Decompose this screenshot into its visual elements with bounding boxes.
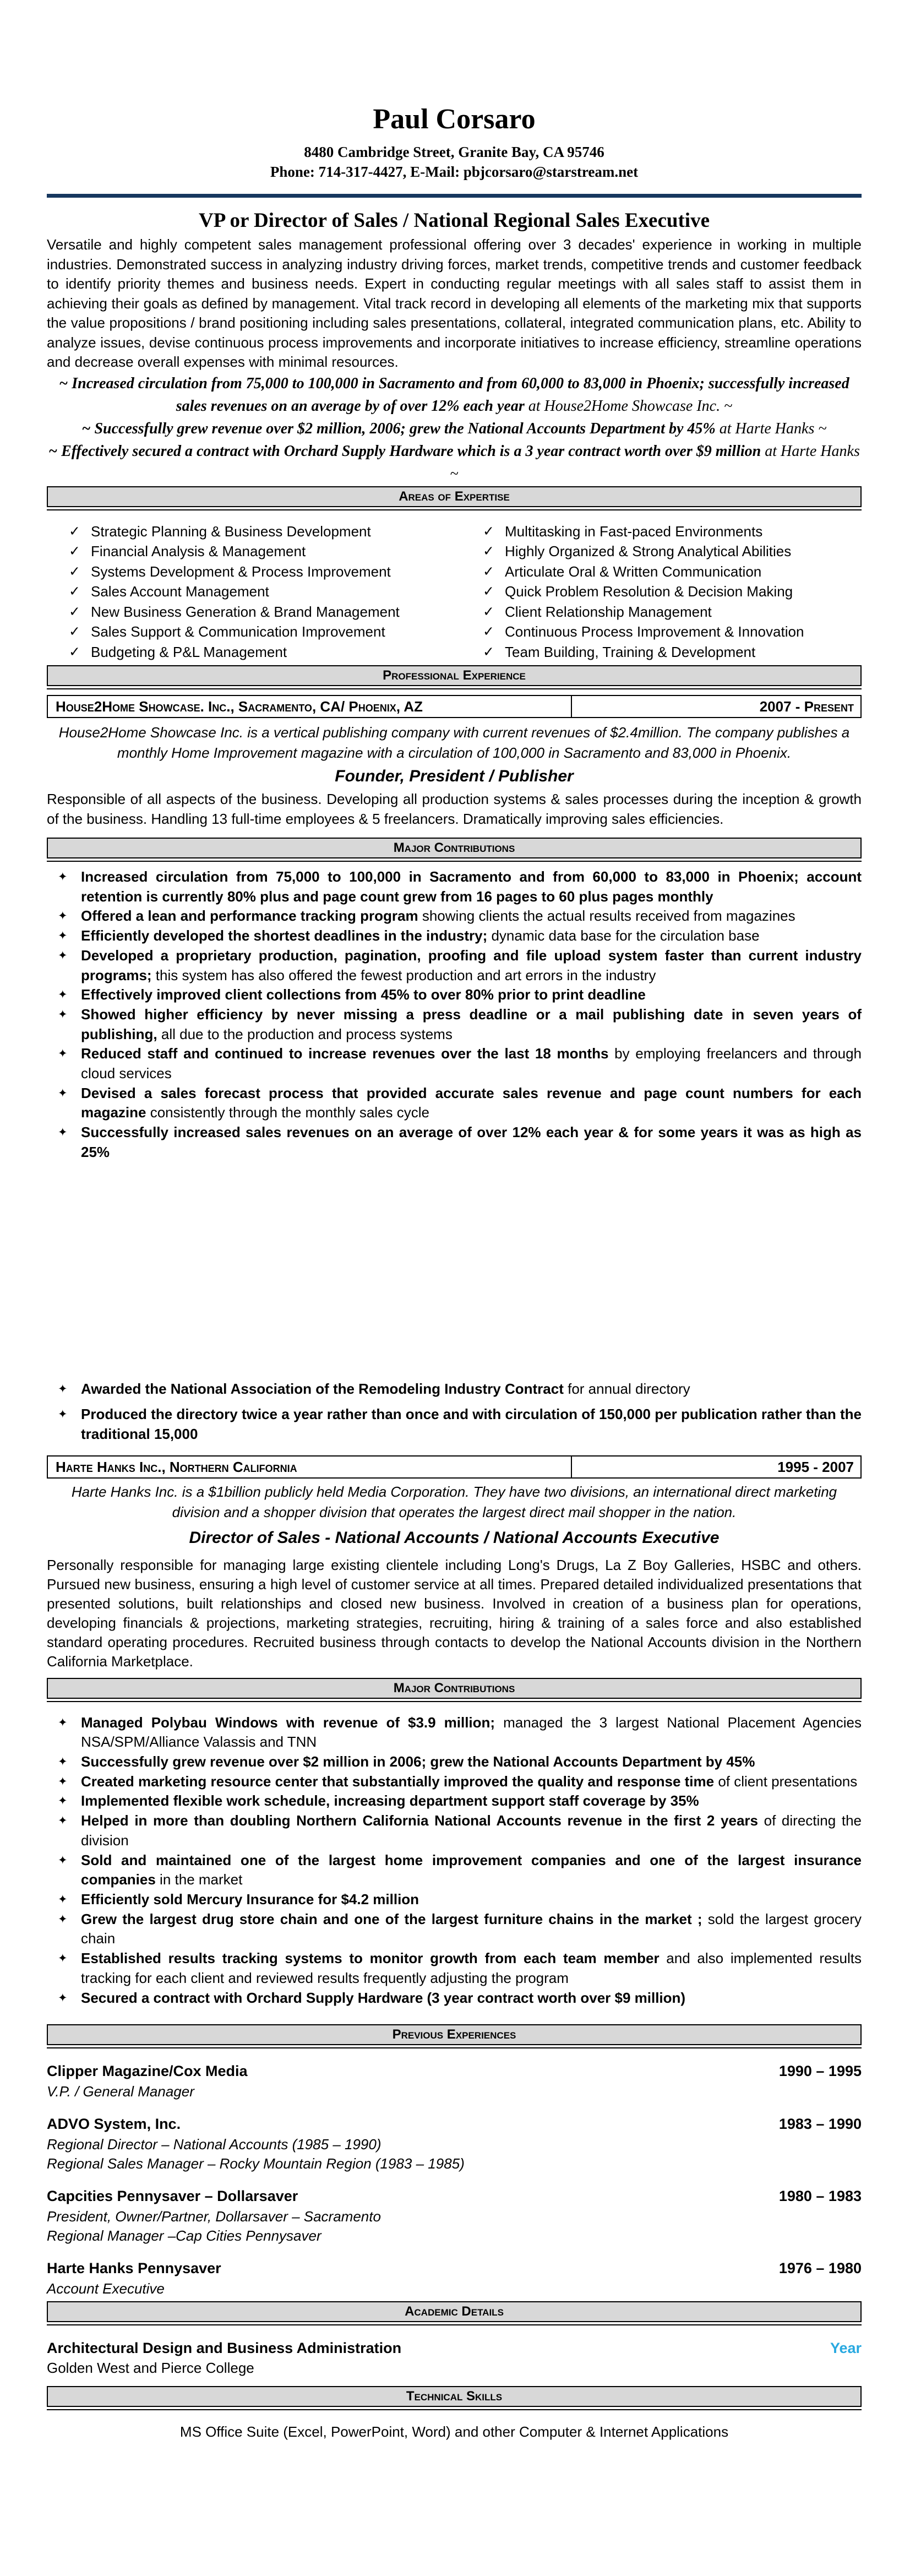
- bullet-text: [81, 946, 862, 985]
- bullet-bold-text: Reduced staff and continued to increase revenues over the last 18 months: [81, 1045, 609, 1062]
- highlight-bold-text: ~ Effectively secured a contract with Orchard Supply Hardware which is a 3 year contract worth over $9 million: [48, 442, 765, 460]
- section-bar-underline: [47, 1701, 862, 1702]
- star-bullet-icon: ✦: [58, 988, 68, 1002]
- previous-job-dates: 1980 – 1983: [778, 2188, 862, 2205]
- bullet-regular-text: of directing the division: [81, 1812, 862, 1849]
- expertise-item: [69, 642, 454, 662]
- bullet-text: [81, 1851, 862, 1890]
- section-professional-experience: [47, 665, 862, 689]
- star-bullet-icon: ✦: [58, 1086, 68, 1100]
- section-bar: Previous Experiences: [47, 2024, 862, 2045]
- check-icon: ✓: [69, 523, 80, 539]
- expertise-item-label: Systems Development & Process Improvement: [91, 563, 391, 580]
- bullet-regular-text: and also implemented results tracking for each client and reviewed results frequently adjusting the program: [81, 1950, 862, 1986]
- section-bar: Areas of Expertise: [47, 486, 862, 507]
- previous-job-dates: 1976 – 1980: [778, 2260, 862, 2277]
- check-icon: ✓: [483, 544, 494, 559]
- bullet-bold-text: Devised a sales forecast process that provided accurate sales revenue and page count numbers for each magazine: [81, 1084, 862, 1121]
- bullet-text: [81, 1084, 862, 1123]
- bullet-text: [81, 1988, 862, 2008]
- bullet-item: [47, 985, 862, 1005]
- bullet-text: [81, 1752, 862, 1772]
- bullet-bold-text: Developed a proprietary production, pagination, proofing and file upload system faster than current industry programs;: [81, 947, 862, 983]
- bullet-text: [81, 867, 862, 906]
- bullet-bold-text: Grew the largest drug store chain and one of the largest furniture chains in the market ;: [81, 1910, 702, 1927]
- star-bullet-icon: ✦: [58, 1408, 68, 1421]
- bullet-text: [81, 1910, 862, 1949]
- bullet-text: [81, 1405, 862, 1444]
- star-bullet-icon: ✦: [58, 1952, 68, 1965]
- bullet-text: [81, 926, 862, 946]
- expertise-item: [69, 602, 454, 622]
- previous-jobs: [47, 2062, 862, 2298]
- star-bullet-icon: ✦: [58, 930, 68, 943]
- summary-paragraph: Versatile and highly competent sales management professional offering over 3 decades' experience in working in multiple industries. Demonstrated success in analyzing industry driving forces, market trends, competitive trends and customer feedback to identify priority themes and business needs. Expert in conducting regular meetings with all sales staff to assist them in achieving their goals as defined by management. Vital track record in developing all elements of the marketing mix that supports the value propositions / brand positioning including sales presentations, collateral, integrated communication plans, etc. Ability to analyze issues, devise continuous process improvements and incorporate initiatives to increase efficiency, streamline operations and decrease overall expenses with minimal resources.: [47, 236, 862, 370]
- expertise-columns: [47, 521, 862, 662]
- bullet-text: [81, 985, 862, 1005]
- section-previous-experiences: [47, 2024, 862, 2048]
- bullet-bold-text: Showed higher efficiency by never missing a press deadline or a mail publishing date in seven years of publishing,: [81, 1006, 862, 1042]
- previous-role: Regional Director – National Accounts (1985 – 1990): [47, 2136, 382, 2153]
- expertise-item-label: Budgeting & P&L Management: [91, 643, 287, 660]
- bullet-item: [47, 867, 862, 906]
- bullet-bold-text: Awarded the National Association of the Remodeling Industry Contract: [81, 1380, 564, 1397]
- bullet-text: [81, 1123, 862, 1162]
- bullet-item: [47, 1379, 862, 1399]
- page-break-gap: [47, 1162, 862, 1374]
- bullet-item: [47, 1772, 862, 1792]
- bullet-item: [47, 1405, 862, 1444]
- check-icon: ✓: [483, 644, 494, 660]
- previous-job-header: [47, 2187, 862, 2205]
- expertise-item: [69, 562, 454, 582]
- bullet-bold-text: Established results tracking systems to monitor growth from each team member: [81, 1950, 660, 1967]
- check-icon: ✓: [69, 563, 80, 579]
- expertise-item: [69, 521, 454, 542]
- expertise-item-label: Sales Support & Communication Improvement: [91, 623, 385, 640]
- company-dates: 1995 - 2007: [777, 1458, 854, 1475]
- expertise-item-label: Highly Organized & Strong Analytical Abilities: [505, 543, 792, 559]
- section-bar: Professional Experience: [47, 665, 862, 686]
- star-bullet-icon: ✦: [58, 1126, 68, 1139]
- bullet-item: [47, 1851, 862, 1890]
- highlight-achievements: [47, 372, 862, 485]
- star-bullet-icon: ✦: [58, 1775, 68, 1788]
- previous-company-name: Harte Hanks Pennysaver: [47, 2260, 221, 2277]
- bullet-text: [81, 1044, 862, 1083]
- bullet-bold-text: Helped in more than doubling Northern California National Accounts revenue in the first 2 years: [81, 1812, 758, 1829]
- expertise-item: [483, 562, 862, 582]
- bullet-text: [81, 1005, 862, 1044]
- section-bar: Technical Skills: [47, 2386, 862, 2407]
- section-bar-underline: [47, 2324, 862, 2325]
- bullet-item: [47, 1890, 862, 1910]
- previous-job-dates: 1983 – 1990: [778, 2116, 862, 2133]
- bullet-item: [47, 1005, 862, 1044]
- company-description: Harte Hanks Inc. is a $1billion publicly held Media Corporation. They have two divisions, an international direct marketing division and a shopper division that operates the largest direct mail shopper in the nation.: [71, 1483, 837, 1520]
- previous-job-roles: [47, 2279, 862, 2298]
- previous-role: Regional Sales Manager – Rocky Mountain Region (1983 – 1985): [47, 2155, 465, 2172]
- section-areas-of-expertise: [47, 486, 862, 510]
- bullet-bold-text: Implemented flexible work schedule, increasing department support staff coverage by 35%: [81, 1792, 699, 1809]
- bullet-bold-text: Increased circulation from 75,000 to 100,000 in Sacramento and from 60,000 to 83,000 in Phoenix; account retention is currently 80% plus and page count grew from 16 pages to 60 plus pages monthly: [81, 868, 862, 905]
- bullet-bold-text: Effectively improved client collections from 45% to over 80% prior to print deadline: [81, 986, 646, 1003]
- section-bar-underline: [47, 2047, 862, 2048]
- bullet-item: [47, 1713, 862, 1752]
- previous-company-name: Capcities Pennysaver – Dollarsaver: [47, 2188, 298, 2205]
- bullet-bold-text: Offered a lean and performance tracking program: [81, 907, 418, 925]
- check-icon: ✓: [483, 604, 494, 619]
- star-bullet-icon: ✦: [58, 1756, 68, 1769]
- bullet-text: [81, 1791, 862, 1811]
- highlight-bold-text: ~ Increased circulation from 75,000 to 100,000 in Sacramento and from 60,000 to 83,000 in Phoenix; successfully increased sales revenues on an average by of over 12% each year: [59, 374, 849, 415]
- highlight-line: [47, 372, 862, 417]
- star-bullet-icon: ✦: [58, 1008, 68, 1021]
- previous-company-name: ADVO System, Inc.: [47, 2116, 181, 2133]
- bullet-item: [47, 946, 862, 985]
- bullet-text: [81, 1949, 862, 1988]
- star-bullet-icon: ✦: [58, 1047, 68, 1061]
- technical-skills-line: MS Office Suite (Excel, PowerPoint, Word) and other Computer & Internet Applications: [179, 2423, 729, 2441]
- expertise-item-label: New Business Generation & Brand Management: [91, 603, 400, 620]
- resume-title: VP or Director of Sales / National Regional Sales Executive: [199, 209, 710, 232]
- contribution-list-harte-hanks: [47, 1713, 862, 2008]
- expertise-item: [483, 642, 862, 662]
- check-icon: ✓: [483, 624, 494, 639]
- previous-job: [47, 2062, 862, 2101]
- previous-job-header: [47, 2115, 862, 2133]
- highlight-light-text: at Harte Hanks ~: [450, 442, 860, 482]
- star-bullet-icon: ✦: [58, 1893, 68, 1906]
- bullet-regular-text: for annual directory: [563, 1380, 690, 1397]
- section-bar-underline: [47, 509, 862, 510]
- star-bullet-icon: ✦: [58, 1382, 68, 1395]
- degree-name: Architectural Design and Business Administration: [47, 2340, 402, 2357]
- contact-line: Phone: 714-317-4427, E-Mail: pbjcorsaro@starstream.net: [270, 164, 639, 180]
- expertise-item-label: Strategic Planning & Business Development: [91, 523, 371, 540]
- job-title: Founder, President / Publisher: [335, 767, 574, 785]
- bullet-text: [81, 1772, 862, 1792]
- star-bullet-icon: ✦: [58, 1912, 68, 1926]
- previous-role: Regional Manager –Cap Cities Pennysaver: [47, 2227, 322, 2245]
- bullet-regular-text: this system has also offered the fewest production and art errors in the industry: [151, 966, 656, 983]
- check-icon: ✓: [483, 584, 494, 599]
- expertise-item-label: Financial Analysis & Management: [91, 543, 306, 559]
- bullet-regular-text: sold the largest grocery chain: [81, 1910, 862, 1947]
- section-major-contributions-2: [47, 1678, 862, 1702]
- bullet-bold-text: Created marketing resource center that substantially improved the quality and response time: [81, 1773, 715, 1790]
- bullet-bold-text: Secured a contract with Orchard Supply Hardware (3 year contract worth over $9 million): [81, 1989, 686, 2006]
- expertise-item: [69, 581, 454, 602]
- bullet-item: [47, 1791, 862, 1811]
- bullet-item: [47, 1910, 862, 1949]
- section-bar: Major Contributions: [47, 1678, 862, 1699]
- company-name: Harte Hanks Inc., Northern California: [48, 1457, 572, 1477]
- bullet-bold-text: Managed Polybau Windows with revenue of $3.9 million;: [81, 1714, 495, 1731]
- section-technical-skills: [47, 2386, 862, 2410]
- company-dates: 2007 - Present: [759, 698, 854, 715]
- star-bullet-icon: ✦: [58, 1991, 68, 2004]
- star-bullet-icon: ✦: [58, 871, 68, 883]
- check-icon: ✓: [69, 604, 80, 619]
- section-major-contributions-1: [47, 838, 862, 862]
- contribution-list-house2home-continued: [47, 1379, 862, 1444]
- degree-year-label: Year: [830, 2340, 862, 2357]
- star-bullet-icon: ✦: [58, 1795, 68, 1808]
- previous-job: [47, 2187, 862, 2246]
- check-icon: ✓: [69, 544, 80, 559]
- expertise-item-label: Articulate Oral & Written Communication: [505, 563, 762, 580]
- check-icon: ✓: [69, 644, 80, 660]
- bullet-item: [47, 926, 862, 946]
- bullet-item: [47, 1988, 862, 2008]
- previous-job: [47, 2115, 862, 2173]
- expertise-item-label: Continuous Process Improvement & Innovation: [505, 623, 804, 640]
- star-bullet-icon: ✦: [58, 1854, 68, 1867]
- expertise-item-label: Client Relationship Management: [505, 603, 712, 620]
- bullet-text: [81, 1713, 862, 1752]
- bullet-bold-text: Sold and maintained one of the largest home improvement companies and one of the largest insurance companies: [81, 1851, 862, 1888]
- bullet-item: [47, 1752, 862, 1772]
- contribution-list-house2home: [47, 867, 862, 1162]
- bullet-item: [47, 1084, 862, 1123]
- section-bar-underline: [47, 2409, 862, 2410]
- expertise-item: [69, 622, 454, 642]
- star-bullet-icon: ✦: [58, 949, 68, 962]
- expertise-item: [69, 541, 454, 562]
- expertise-item-label: Team Building, Training & Development: [505, 643, 756, 660]
- expertise-item: [483, 541, 862, 562]
- previous-job-header: [47, 2259, 862, 2278]
- previous-job: [47, 2259, 862, 2298]
- job-intro-paragraph: Personally responsible for managing large existing clientele including Long's Drugs, La Z Boy Galleries, HSBC and others. Pursued new business, ensuring a high level of customer service at all times. Prepared detailed individualized presentations that presented solutions, built relationships and closed new business. Involved in creation of a business plan for operations, developing financials & projections, marketing strategies, recruiting, hiring & training of a sales force and also established standard operating procedures. Recruited business through contacts to develop the National Accounts division in the Northern California Marketplace.: [47, 1556, 862, 1670]
- previous-job-roles: [47, 2207, 862, 2246]
- section-bar: Major Contributions: [47, 838, 862, 858]
- bullet-text: [81, 906, 862, 926]
- bullet-bold-text: Produced the directory twice a year rather than once and with circulation of 150,000 per publication rather than the traditional 15,000: [81, 1406, 862, 1442]
- star-bullet-icon: ✦: [58, 1814, 68, 1828]
- bullet-item: [47, 1949, 862, 1988]
- bullet-regular-text: all due to the production and process systems: [157, 1025, 453, 1042]
- expertise-item-label: Multitasking in Fast-paced Environments: [505, 523, 763, 540]
- previous-job-roles: [47, 2082, 862, 2101]
- school-name: Golden West and Pierce College: [47, 2360, 254, 2377]
- bullet-item: [47, 1811, 862, 1850]
- expertise-item: [483, 622, 862, 642]
- highlight-line: [47, 440, 862, 485]
- bullet-regular-text: managed the 3 largest National Placement Agencies NSA/SPM/Alliance Valassis and TNN: [81, 1714, 862, 1751]
- previous-role: Account Executive: [47, 2280, 165, 2297]
- expertise-item-label: Sales Account Management: [91, 583, 269, 600]
- bullet-bold-text: Efficiently developed the shortest deadlines in the industry;: [81, 927, 488, 944]
- bullet-regular-text: showing clients the actual results received from magazines: [418, 907, 795, 925]
- previous-job-dates: 1990 – 1995: [778, 2063, 862, 2080]
- job-intro-paragraph: Responsible of all aspects of the business. Developing all production systems & sales processes during the inception & growth of the business. Handling 13 full-time employees & 5 freelancers. Dramatically improving sales efficiencies.: [47, 791, 862, 827]
- expertise-right-column: [454, 521, 862, 662]
- company-row-harte-hanks: [47, 1455, 862, 1479]
- bullet-text: [81, 1811, 862, 1850]
- previous-job-roles: [47, 2135, 862, 2173]
- bullet-item: [47, 906, 862, 926]
- section-bar: Academic Details: [47, 2301, 862, 2322]
- bullet-text: [81, 1379, 862, 1399]
- expertise-item: [483, 602, 862, 622]
- address-line: 8480 Cambridge Street, Granite Bay, CA 95746: [304, 144, 604, 160]
- star-bullet-icon: ✦: [58, 1716, 68, 1729]
- section-academic-details: [47, 2301, 862, 2325]
- company-name: House2Home Showcase. Inc., Sacramento, CA/ Phoenix, AZ: [48, 696, 572, 717]
- star-bullet-icon: ✦: [58, 910, 68, 923]
- academic-row: [47, 2339, 862, 2357]
- person-name: Paul Corsaro: [373, 104, 536, 135]
- check-icon: ✓: [69, 624, 80, 639]
- bullet-bold-text: Successfully increased sales revenues on an average of over 12% each year & for some years it was as high as 25%: [81, 1124, 862, 1160]
- section-bar-underline: [47, 688, 862, 689]
- previous-role: V.P. / General Manager: [47, 2083, 194, 2100]
- bullet-item: [47, 1123, 862, 1162]
- bullet-regular-text: by employing freelancers and through cloud services: [81, 1045, 862, 1082]
- expertise-item: [483, 521, 862, 542]
- bullet-item: [47, 1044, 862, 1083]
- highlight-bold-text: ~ Successfully grew revenue over $2 million, 2006; grew the National Accounts Department by 45%: [81, 420, 720, 437]
- highlight-line: [47, 417, 862, 440]
- bullet-text: [81, 1890, 862, 1910]
- check-icon: ✓: [483, 563, 494, 579]
- job-title: Director of Sales - National Accounts / National Accounts Executive: [189, 1528, 720, 1547]
- highlight-light-text: at Harte Hanks ~: [719, 420, 827, 437]
- bullet-bold-text: Successfully grew revenue over $2 million in 2006; grew the National Accounts Department by 45%: [81, 1753, 755, 1770]
- company-description: House2Home Showcase Inc. is a vertical publishing company with current revenues of $2.4million. The company publishes a monthly Home Improvement magazine with a circulation of 100,000 in Sacramento and 83,000 in Phoenix.: [58, 724, 850, 761]
- bullet-regular-text: in the market: [155, 1871, 243, 1888]
- previous-job-header: [47, 2062, 862, 2080]
- company-row-house2home: [47, 695, 862, 718]
- expertise-left-column: [47, 521, 454, 662]
- previous-company-name: Clipper Magazine/Cox Media: [47, 2063, 248, 2080]
- previous-role: President, Owner/Partner, Dollarsaver – Sacramento: [47, 2208, 381, 2225]
- check-icon: ✓: [69, 584, 80, 599]
- section-bar-underline: [47, 861, 862, 862]
- bullet-regular-text: dynamic data base for the circulation base: [487, 927, 760, 944]
- expertise-item: [483, 581, 862, 602]
- expertise-item-label: Quick Problem Resolution & Decision Making: [505, 583, 793, 600]
- bullet-regular-text: consistently through the monthly sales cycle: [146, 1104, 429, 1121]
- bullet-regular-text: of client presentations: [714, 1773, 858, 1790]
- header-divider-rule: [47, 194, 862, 198]
- bullet-bold-text: Efficiently sold Mercury Insurance for $4.2 million: [81, 1890, 419, 1907]
- highlight-light-text: at House2Home Showcase Inc. ~: [528, 397, 733, 415]
- check-icon: ✓: [483, 523, 494, 539]
